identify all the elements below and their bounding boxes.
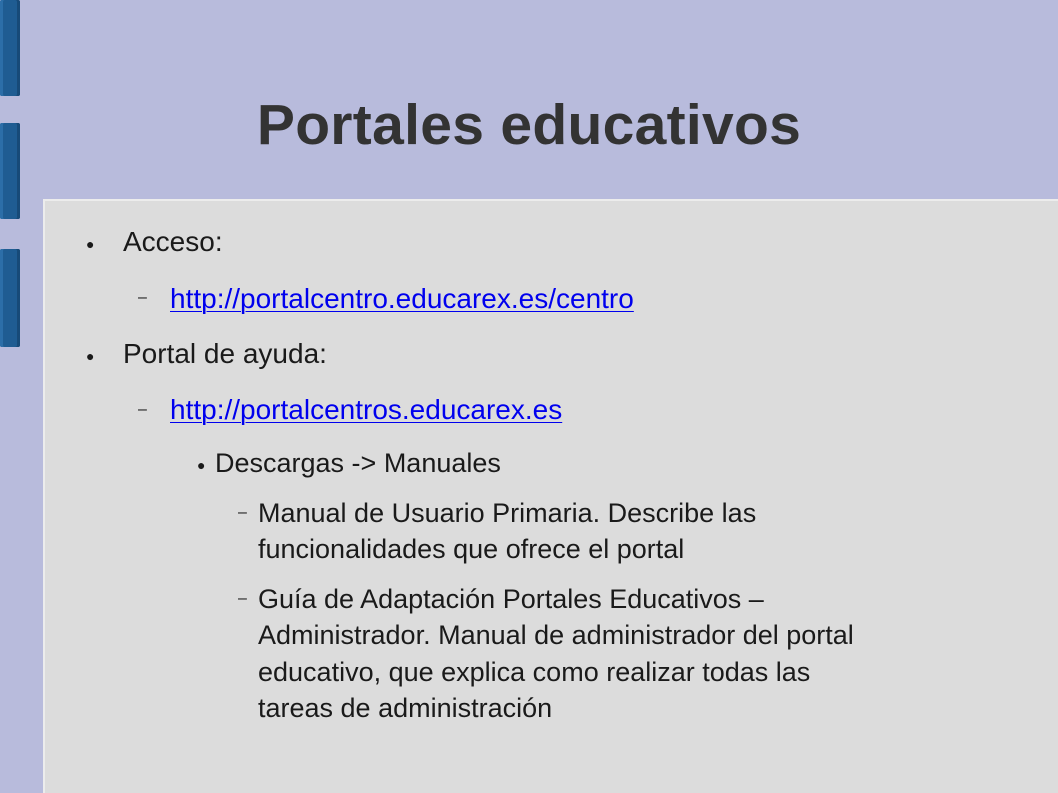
dash-guia: – <box>238 590 247 607</box>
bullet-descargas: ● <box>197 457 206 473</box>
dash-manual: – <box>238 504 247 521</box>
guia-line-3: educativo, que explica como realizar todas las <box>258 657 811 687</box>
slide-title: Portales educativos <box>256 93 802 157</box>
bullet-acceso: ● <box>86 236 95 252</box>
item-portal-ayuda: Portal de ayuda: <box>123 338 327 369</box>
dash-acceso-link: – <box>138 289 147 306</box>
item-acceso: Acceso: <box>123 226 223 257</box>
side-bar-top <box>0 0 20 96</box>
guia-line-1: Guía de Adaptación Portales Educativos – <box>258 584 764 614</box>
link-portalcentros[interactable]: http://portalcentros.educarex.es <box>170 394 563 425</box>
manual-line-2: funcionalidades que ofrece el portal <box>258 534 685 564</box>
dash-ayuda-link: – <box>138 401 147 418</box>
bullet-ayuda: ● <box>86 348 95 364</box>
guia-line-2: Administrador. Manual de administrador del portal <box>258 620 854 650</box>
manual-line-1: Manual de Usuario Primaria. Describe las <box>258 498 757 528</box>
link-portalcentro[interactable]: http://portalcentro.educarex.es/centro <box>170 283 634 314</box>
side-bar-bottom <box>0 249 20 347</box>
item-descargas: Descargas -> Manuales <box>215 448 501 478</box>
guia-line-4: tareas de administración <box>258 693 553 723</box>
